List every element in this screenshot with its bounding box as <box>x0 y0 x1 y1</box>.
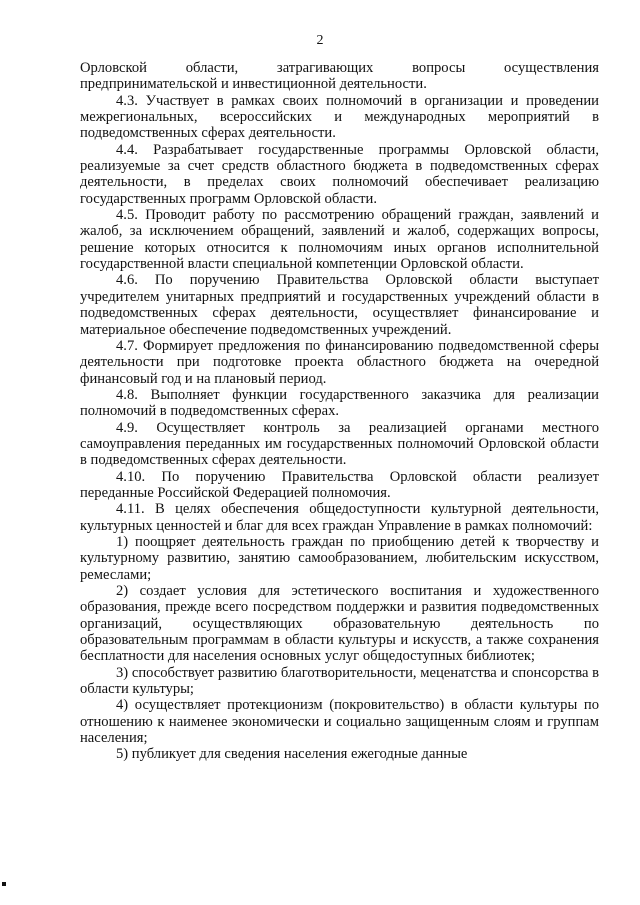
paragraph-4-9: 4.9. Осуществляет контроль за реализацией органами местного самоуправления переданных им государственных полномочий Орловской области в подведомственных сферах деятельности. <box>80 419 599 469</box>
paragraph-4-5: 4.5. Проводит работу по рассмотрению обращений граждан, заявлений и жалоб, за исключением обращений, заявлений и жалоб, содержащих вопросы, решение которых относится к полномочиям иных органов исполнительной государственной власти специальной компетенции Орловской области. <box>80 207 599 273</box>
paragraph-4-4: 4.4. Разрабатывает государственные программы Орловской области, реализуемые за счет средств областного бюджета в подведомственных сферах деятельности, в пределах своих полномочий обеспечивает реализацию государственных программ Орловской области. <box>80 141 599 207</box>
list-item-4: 4) осуществляет протекционизм (покровительство) в области культуры по отношению к наименее экономически и социально защищенным слоям и группам населения; <box>80 697 599 747</box>
paragraph-4-8: 4.8. Выполняет функции государственного заказчика для реализации полномочий в подведомственных сферах. <box>80 386 599 420</box>
paragraph-4-7: 4.7. Формирует предложения по финансированию подведомственной сферы деятельности при подготовке проекта областного бюджета на очередной финансовый год и на плановый период. <box>80 337 599 387</box>
scan-margin-mark <box>2 882 6 886</box>
paragraph-4-11: 4.11. В целях обеспечения общедоступности культурной деятельности, культурных ценностей и благ для всех граждан Управление в рамках полномочий: <box>80 501 599 534</box>
list-item-3: 3) способствует развитию благотворительности, меценатства и спонсорства в области культуры; <box>80 664 599 698</box>
paragraph-4-6: 4.6. По поручению Правительства Орловской области выступает учредителем унитарных предприятий и государственных учреждений области в подведомственных сферах деятельности, осуществляет финансирование и материальное обеспечение подведомственных учреждений. <box>80 272 599 338</box>
list-item-2: 2) создает условия для эстетического воспитания и художественного образования, прежде всего посредством поддержки и развития подведомственных организаций, осуществляющих образовательную деятельность по образовательным программам в области культуры и искусств, а также сохранения бесплатности для населения основных услуг общедоступных библиотек; <box>80 583 599 665</box>
paragraph-4-10: 4.10. По поручению Правительства Орловской области реализует переданные Российской Федерацией полномочия. <box>80 468 599 501</box>
document-body <box>80 60 599 763</box>
page-number: 2 <box>316 33 324 48</box>
paragraph-continuation: Орловской области, затрагивающих вопросы осуществления предпринимательской и инвестиционной деятельности. <box>80 60 599 93</box>
list-item-1: 1) поощряет деятельность граждан по приобщению детей к творчеству и культурному развитию, занятию самообразованием, любительским искусством, ремеслами; <box>80 533 599 583</box>
list-item-5: 5) публикует для сведения населения ежегодные данные <box>116 746 468 763</box>
paragraph-4-3: 4.3. Участвует в рамках своих полномочий в организации и проведении межрегиональных, всероссийских и международных мероприятий в подведомственных сферах деятельности. <box>80 92 599 142</box>
